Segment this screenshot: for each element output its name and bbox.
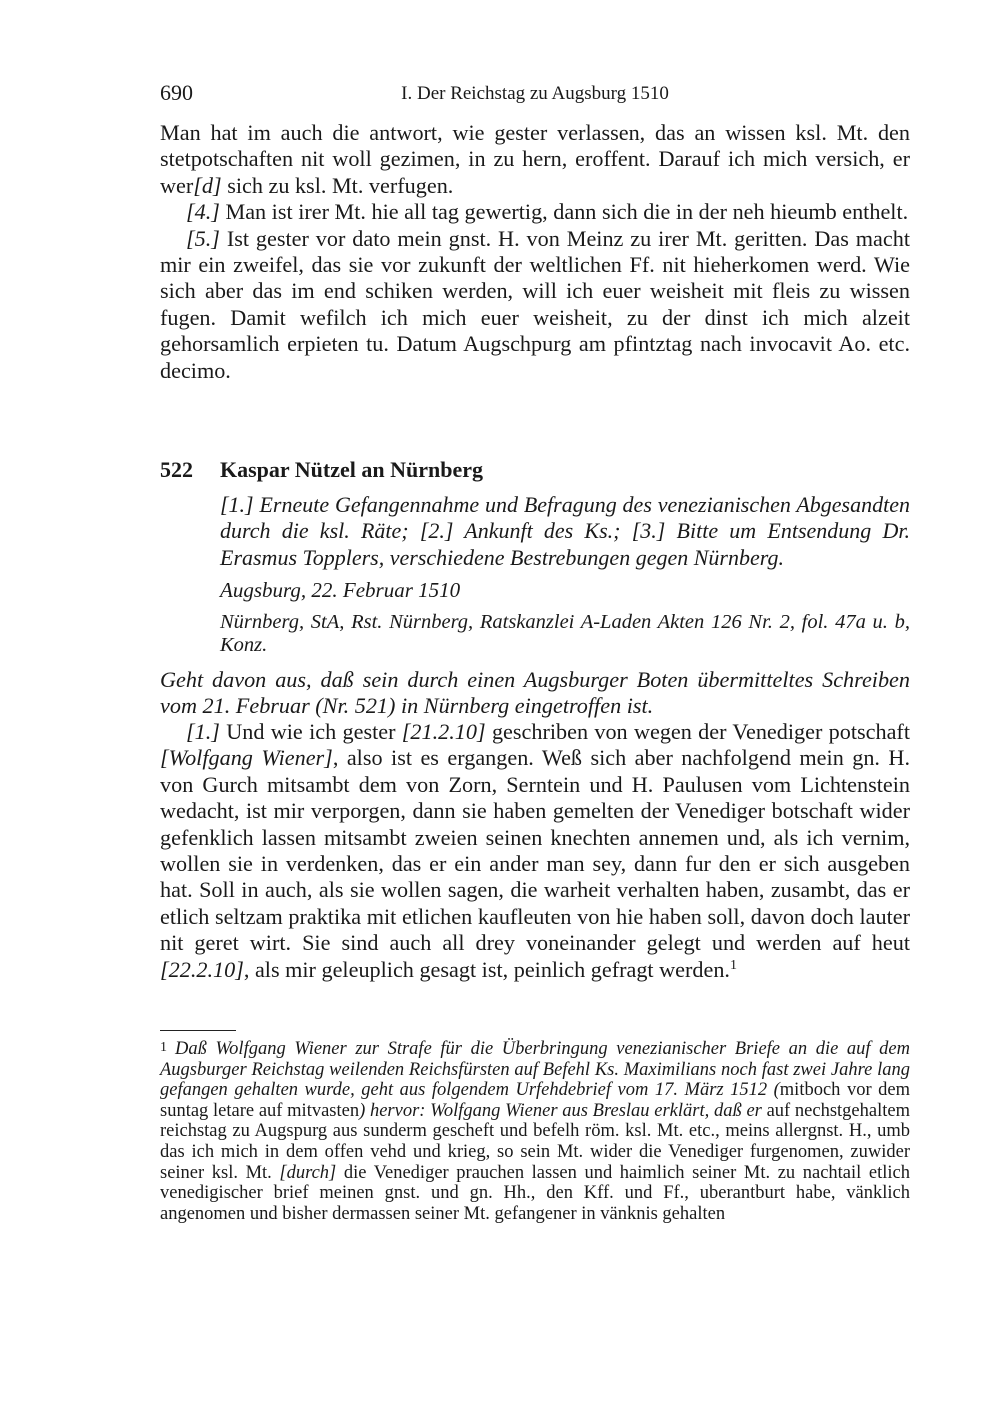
document-title: Kaspar Nützel an Nürnberg: [220, 457, 483, 482]
text-run: geschriben von wegen der Venediger potschaft: [485, 719, 910, 744]
source-reference: Nürnberg, StA, Rst. Nürnberg, Ratskanzlei A-Laden Akten 126 Nr. 2, fol. 47a u. b, Konz.: [220, 611, 910, 656]
editorial-date: [21.2.10]: [401, 719, 486, 744]
place-date: Augsburg, 22. Februar 1510: [220, 578, 461, 602]
page-header: [160, 80, 910, 108]
paragraph: [160, 719, 910, 983]
document-regest: [1.] Erneute Gefangennahme und Befragung des venezianischen Abgesandten durch die ksl. Räte; [2.] Ankunft des Ks.; [3.] Bitte um Entsendung Dr. Erasmus Topplers, verschiedene Bestrebungen gegen Nürnberg.: [220, 492, 910, 570]
paragraph-number: [4.]: [186, 199, 220, 225]
editorial-date: [22.2.10]: [160, 956, 244, 982]
text-run: , also ist es ergangen. Weß sich aber nachfolgend mein gn. H. von Gurch mitsambt dem von Zorn, Serntein und H. Paulusen vom Lichtenstein wedacht, ist mir verporgen, dann sie haben gemelten der Venediger botschaft wider gefenklich lassen mitsambt zweien seinen knechten annemen und, als ich vernim, wollen sie in verdenken, das er ein ander man sey, dann fur den er sich ausgeben hat. Soll in auch, als sie wollen sagen, die warheit verhalten haben, zusambt, das er etlich seltzam praktika mit etlichen kaufleuten von hie haben soll, davon doch lauter nit geret wirt. Sie sind auch all drey voneinander gelegt und werden auf heut: [160, 745, 911, 956]
intro-text: Geht davon aus, daß sein durch einen Augsburger Boten übermitteltes Schreiben vom 21. Februar (Nr. 521) in Nürnberg eingetroffen ist.: [160, 667, 910, 719]
document-number: 522: [160, 457, 193, 482]
text-run: , als mir geleuplich gesagt ist, peinlich gefragt werden.: [243, 956, 730, 982]
text-run: ) hervor: Wolfgang Wiener aus Breslau erklärt, daß er: [359, 1100, 762, 1121]
paragraph: [160, 226, 910, 384]
editorial-introduction: [160, 667, 910, 720]
document-body: [160, 719, 910, 983]
text-run: Man ist irer Mt. hie all tag gewertig, dann sich die in der neh hieumb enthelt.: [219, 199, 909, 225]
editorial-insertion: [durch]: [279, 1162, 337, 1183]
text-run: Und wie ich gester: [219, 719, 402, 744]
footnote-divider: [160, 1030, 236, 1031]
text-run: die Venediger prauchen lassen und haimlich seiner Mt. zu nachtail etlich venedigischer brief meinen gnst. und gn. Hh., den Kff. und Ff., uberantburt habe, vänklich angenomen und bisher dermassen seiner Mt. gefangener in vänknis gehalten: [160, 1162, 910, 1224]
editorial-name: [Wolfgang Wiener]: [160, 745, 333, 771]
editorial-insertion: [d]: [193, 172, 222, 198]
text-run: Man hat im auch die antwort, wie gester verlassen, das an wissen ksl. Mt. den stetpotschaften nit woll gezimen, in zu hern, eroffent. Darauf ich mich versich, er wer: [160, 120, 910, 198]
paragraph: [160, 199, 910, 225]
page-number: 690: [160, 80, 193, 105]
footnote-number: 1: [160, 1040, 167, 1055]
paragraph-number: [5.]: [186, 225, 220, 251]
text-run: mitboch vor dem suntag letare auf mitvasten: [160, 1080, 910, 1121]
previous-document-text: [160, 120, 910, 384]
footnote-reference[interactable]: 1: [729, 957, 737, 973]
text-run: sich zu ksl. Mt. verfugen.: [221, 172, 454, 198]
running-head: I. Der Reichstag zu Augsburg 1510: [401, 83, 669, 104]
text-run: Ist gester vor dato mein gnst. H. von Meinz zu irer Mt. geritten. Das macht mir ein zweifel, das sie vor zukunft der weltlichen Ff. nit hieherkomen werd. Wie sich aber das im end schiken werden, will ich euer weisheit mit fleis zu wissen fugen. Damit wefilch ich mich euer weisheit, zu der dinst ich mich alzeit gehorsamlich erpieten tu. Datum Augschpurg am pfintztag nach invocavit Ao. etc. decimo.: [160, 225, 910, 383]
paragraph-number: [1.]: [186, 719, 220, 744]
text-run: Daß Wolfgang Wiener zur Strafe für die Überbringung venezianischer Briefe an die auf dem Augsburger Reichstag weilenden Reichsfürsten auf Befehl Ks. Maximilians noch fast zwei Jahre lang gefangen gehalten wurde, geht aus folgendem Urfehdebrief vom 17. März 1512 (: [160, 1039, 910, 1101]
footnote: [160, 1038, 910, 1224]
paragraph: [160, 120, 910, 199]
text-run: auf nechstgehaltem reichstag zu Augspurg aus sunderm gescheft und befelh röm. ksl. Mt. etc., meins allergnst. H., umb das ich mich in dem offen vehd und krieg, so sein Mt. wider die Venediger furgenomen, zuwider seiner ksl. Mt.: [160, 1100, 910, 1183]
